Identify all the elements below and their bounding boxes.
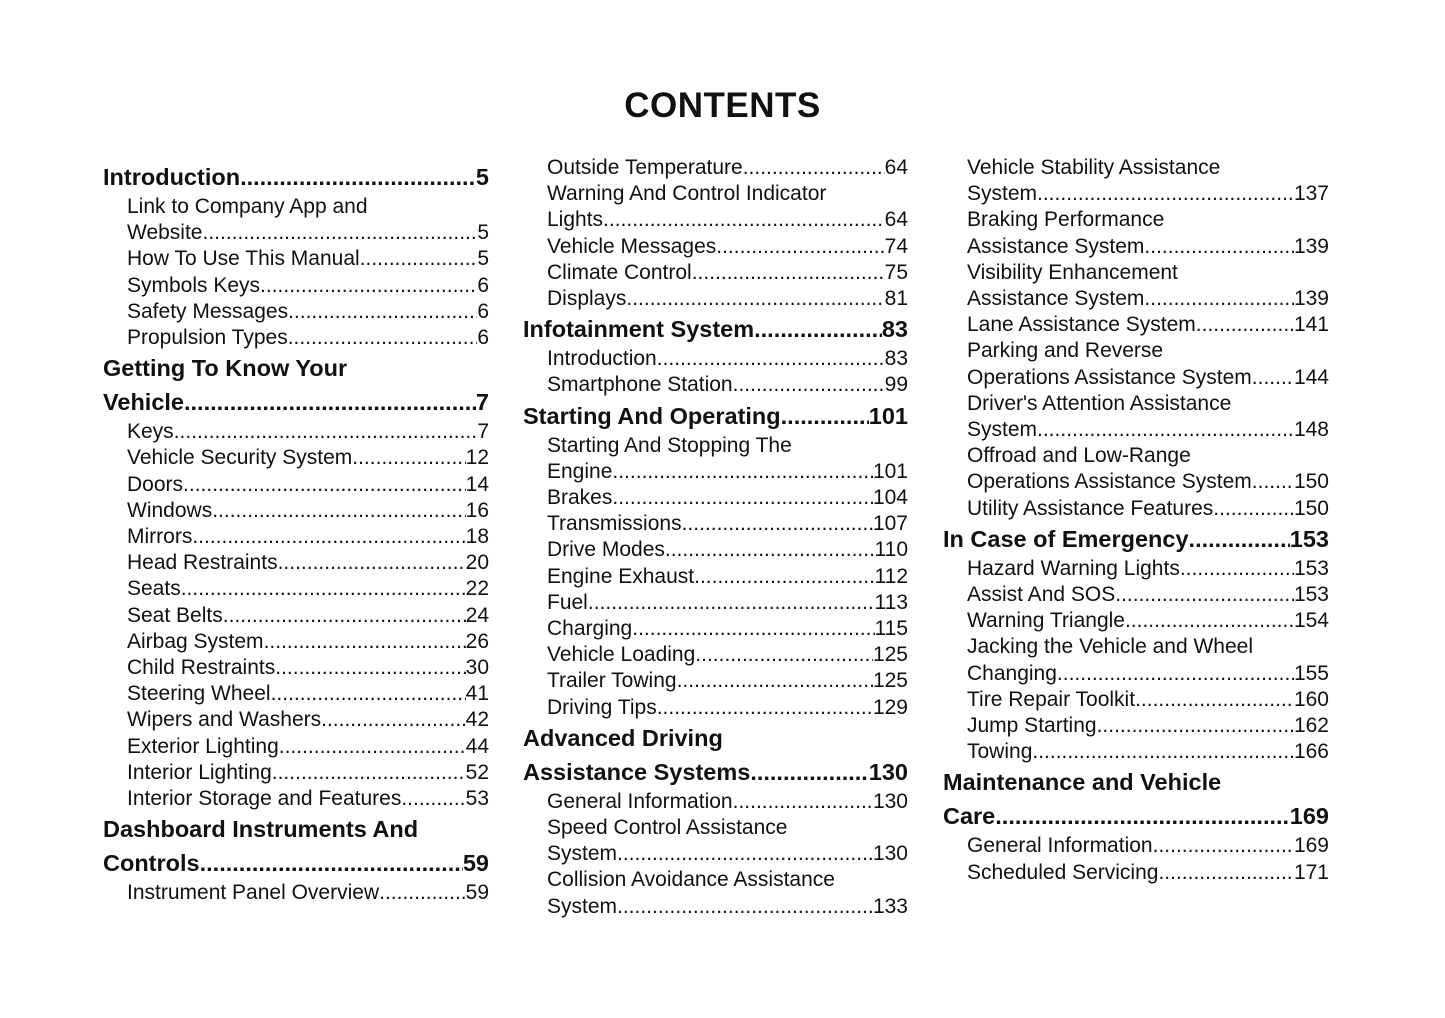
toc-page-number: 130 — [872, 842, 908, 866]
toc-section-entry[interactable] — [523, 616, 908, 642]
toc-entry-label: Seats — [127, 577, 181, 601]
toc-entry-label: Utility Assistance Features — [967, 496, 1214, 520]
dot-leader — [1057, 661, 1294, 687]
toc-section-entry[interactable] — [103, 681, 489, 707]
dot-leader — [1115, 582, 1294, 608]
toc-page-number: 18 — [465, 525, 489, 549]
dot-leader — [1144, 286, 1294, 312]
toc-section-entry[interactable] — [943, 181, 1329, 207]
toc-page-number: 42 — [465, 708, 489, 732]
toc-entry-title-line: Visibility Enhancement — [967, 260, 1178, 284]
dot-leader — [275, 655, 465, 681]
dot-leader — [695, 642, 873, 668]
toc-entry-title-line: Parking and Reverse — [967, 339, 1164, 363]
toc-entry-title-line: Starting And Stopping The — [547, 433, 792, 457]
toc-page-number: 64 — [884, 208, 908, 232]
toc-section-entry[interactable] — [523, 789, 908, 815]
toc-section-entry[interactable] — [523, 459, 908, 485]
toc-page-number: 112 — [874, 564, 908, 588]
toc-page-number: 160 — [1293, 687, 1329, 711]
dot-leader — [682, 511, 873, 537]
toc-section-entry[interactable] — [943, 469, 1329, 495]
toc-section-entry[interactable] — [103, 524, 489, 550]
toc-section-entry[interactable] — [523, 668, 908, 694]
dot-leader — [401, 786, 465, 812]
dot-leader — [733, 372, 885, 398]
dot-leader — [184, 385, 476, 419]
toc-entry-label: Interior Storage and Features — [127, 787, 402, 811]
toc-section-entry[interactable] — [103, 445, 489, 471]
toc-entry-title-line: Vehicle Stability Assistance — [967, 156, 1221, 179]
dot-leader — [657, 695, 873, 721]
toc-section-entry[interactable] — [103, 734, 489, 760]
toc-page-number: 125 — [872, 669, 908, 693]
toc-section-entry[interactable] — [523, 564, 908, 590]
toc-entry-label: Vehicle Security System — [127, 446, 353, 470]
dot-leader — [352, 445, 465, 471]
toc-entry-label: Transmissions — [547, 512, 682, 536]
toc-column-3 — [943, 155, 1329, 886]
toc-section-entry[interactable] — [103, 220, 489, 246]
toc-entry-label: Vehicle Messages — [547, 234, 717, 258]
toc-chapter-entry[interactable] — [523, 399, 908, 433]
toc-page-number: 130 — [868, 758, 908, 785]
dot-leader — [1032, 739, 1294, 765]
toc-section-entry[interactable] — [103, 419, 489, 445]
toc-section-entry[interactable] — [103, 760, 489, 786]
dot-leader — [192, 524, 465, 550]
toc-chapter-entry[interactable] — [943, 799, 1329, 833]
dot-leader — [716, 234, 884, 260]
dot-leader — [612, 459, 873, 485]
dot-leader — [260, 273, 477, 299]
dot-leader — [1037, 417, 1294, 443]
toc-section-entry[interactable] — [943, 739, 1329, 765]
toc-entry-label: Operations Assistance System — [967, 365, 1252, 389]
toc-entry-label: Displays — [547, 287, 627, 311]
toc-page-number: 153 — [1293, 583, 1329, 607]
toc-chapter-entry[interactable] — [523, 312, 908, 346]
dot-leader — [279, 734, 466, 760]
toc-entry-label: Assistance System — [967, 287, 1145, 311]
toc-entry-label: Operations Assistance System — [967, 470, 1252, 494]
toc-entry-label: Care — [943, 803, 996, 830]
toc-page-number: 162 — [1293, 714, 1329, 738]
toc-page-number: 130 — [872, 789, 908, 813]
toc-entry-label: Engine Exhaust — [547, 564, 695, 588]
toc-entry-label: Introduction — [103, 164, 241, 190]
toc-section-entry[interactable] — [943, 496, 1329, 522]
toc-section-entry[interactable] — [103, 299, 489, 325]
toc-page-number: 20 — [465, 551, 489, 575]
dot-leader — [603, 207, 885, 233]
toc-section-entry[interactable] — [523, 155, 908, 181]
toc-section-entry[interactable] — [103, 786, 489, 812]
dot-leader — [200, 846, 463, 880]
toc-page-number: 139 — [1293, 234, 1329, 258]
dot-leader — [288, 325, 478, 351]
dot-leader — [288, 299, 477, 325]
toc-section-entry[interactable] — [943, 608, 1329, 634]
toc-chapter-entry[interactable] — [103, 160, 489, 194]
dot-leader — [1037, 181, 1294, 207]
toc-entry-label: General Information — [967, 834, 1153, 858]
toc-page-number: 155 — [1293, 661, 1329, 685]
dot-leader — [174, 419, 478, 445]
toc-entry-label: Exterior Lighting — [127, 734, 279, 758]
dot-leader — [1097, 713, 1294, 739]
toc-section-entry[interactable] — [943, 286, 1329, 312]
toc-entry-label: Drive Modes — [547, 538, 665, 562]
dot-leader — [212, 498, 465, 524]
dot-leader — [750, 755, 868, 789]
dot-leader — [692, 260, 885, 286]
toc-entry-label: Assistance System — [967, 234, 1145, 258]
toc-page-number: 101 — [868, 402, 908, 429]
dot-leader — [360, 246, 478, 272]
toc-entry-title-line: Warning And Control Indicator — [547, 182, 827, 206]
toc-entry-label: Head Restraints — [127, 551, 278, 575]
toc-page-number: 99 — [884, 373, 908, 397]
toc-entry-label: Hazard Warning Lights — [967, 556, 1180, 580]
toc-entry-label: Airbag System — [127, 629, 264, 653]
toc-entry-label: Towing — [967, 740, 1033, 764]
toc-entry-label: Starting And Operating — [523, 402, 781, 429]
toc-section-entry[interactable] — [523, 234, 908, 260]
toc-page-number: 41 — [465, 682, 489, 706]
toc-entry-label: Driving Tips — [547, 695, 657, 719]
toc-page-number: 139 — [1293, 287, 1329, 311]
toc-section-entry[interactable] — [103, 325, 489, 351]
dot-leader — [754, 312, 882, 346]
toc-entry-label: Website — [127, 221, 203, 245]
toc-entry-label: Assist And SOS — [967, 583, 1116, 607]
toc-entry-label: Outside Temperature — [547, 156, 743, 179]
dot-leader — [612, 485, 873, 511]
toc-entry-label: Trailer Towing — [547, 669, 677, 693]
toc-page-number: 44 — [465, 734, 489, 758]
toc-entry-label: Safety Messages — [127, 299, 289, 323]
toc-entry-label: Seat Belts — [127, 603, 223, 627]
dot-leader — [1213, 496, 1294, 522]
toc-page-number: 104 — [872, 486, 908, 510]
toc-section-entry[interactable] — [523, 642, 908, 668]
toc-page-number: 6 — [477, 299, 489, 323]
toc-page-number: 101 — [872, 459, 908, 483]
toc-page-number: 14 — [465, 472, 489, 496]
toc-entry-label: Changing — [967, 661, 1057, 685]
toc-page-number: 113 — [874, 590, 908, 614]
toc-page-number: 150 — [1293, 470, 1329, 494]
toc-entry-title-line: Speed Control Assistance — [547, 816, 788, 840]
toc-section-entry[interactable] — [523, 894, 908, 920]
toc-page-number: 133 — [872, 894, 908, 918]
toc-page-number: 22 — [465, 577, 489, 601]
toc-section-entry[interactable] — [943, 661, 1329, 687]
toc-chapter-entry[interactable] — [943, 522, 1329, 556]
toc-section-entry[interactable] — [943, 365, 1329, 391]
toc-entry-label: Steering Wheel — [127, 682, 271, 706]
dot-leader — [271, 681, 466, 707]
toc-page-number: 74 — [884, 234, 908, 258]
dot-leader — [665, 537, 875, 563]
toc-section-entry[interactable] — [523, 511, 908, 537]
toc-page-number: 26 — [465, 629, 489, 653]
toc-chapter-title-line: Maintenance and Vehicle — [943, 769, 1222, 796]
dot-leader — [1158, 860, 1294, 886]
toc-entry-label: General Information — [547, 789, 733, 813]
toc-page-number: 171 — [1293, 860, 1329, 884]
dot-leader — [733, 789, 873, 815]
toc-entry-title-line: Driver's Attention Assistance — [967, 391, 1232, 415]
dot-leader — [1252, 469, 1294, 495]
toc-entry-label: In Case of Emergency — [943, 525, 1189, 552]
dot-leader — [278, 550, 466, 576]
toc-entry-label: Lane Assistance System — [967, 313, 1196, 337]
toc-page-number: 107 — [872, 512, 908, 536]
toc-page-number: 125 — [872, 643, 908, 667]
toc-entry-label: Smartphone Station — [547, 373, 733, 397]
dot-leader — [264, 629, 466, 655]
toc-section-entry[interactable] — [103, 472, 489, 498]
toc-section-entry[interactable] — [943, 833, 1329, 859]
dot-leader — [202, 220, 477, 246]
toc-page-number: 169 — [1293, 834, 1329, 858]
dot-leader — [1189, 522, 1290, 556]
toc-section-entry[interactable] — [523, 207, 908, 233]
toc-entry-label: Symbols Keys — [127, 273, 261, 297]
dot-leader — [1153, 833, 1294, 859]
toc-page-number: 24 — [465, 603, 489, 627]
toc-section-entry[interactable] — [523, 346, 908, 372]
toc-entry-label: System — [547, 894, 618, 918]
toc-section-entry[interactable] — [103, 550, 489, 576]
toc-page-number: 64 — [884, 156, 908, 179]
toc-entry-label: Keys — [127, 420, 174, 444]
toc-section-entry[interactable] — [103, 603, 489, 629]
dot-leader — [1135, 687, 1294, 713]
toc-entry-label: Vehicle Loading — [547, 643, 696, 667]
dot-leader — [626, 286, 884, 312]
toc-section-entry[interactable] — [943, 582, 1329, 608]
toc-entry-label: Interior Lighting — [127, 760, 272, 784]
toc-page-number: 5 — [477, 247, 489, 271]
toc-page-number: 110 — [874, 538, 908, 562]
toc-chapter-title-line: Getting To Know Your — [103, 355, 348, 382]
toc-section-entry[interactable] — [523, 485, 908, 511]
toc-page-number: 16 — [465, 498, 489, 522]
dot-leader — [632, 616, 874, 642]
toc-page-number: 169 — [1289, 803, 1329, 830]
toc-entry-label: Charging — [547, 617, 633, 641]
toc-page-number: 30 — [465, 656, 489, 680]
toc-entry-label: Propulsion Types — [127, 326, 288, 350]
toc-entry-label: Instrument Panel Overview — [127, 881, 380, 905]
dot-leader — [183, 472, 466, 498]
toc-entry-label: Child Restraints — [127, 656, 276, 680]
toc-page-number: 5 — [475, 164, 489, 190]
dot-leader — [1144, 234, 1294, 260]
dot-leader — [223, 603, 466, 629]
toc-page-number: 153 — [1289, 525, 1329, 552]
toc-entry-label: Vehicle — [103, 389, 184, 416]
toc-page-number: 137 — [1293, 182, 1329, 206]
toc-page-number: 81 — [884, 287, 908, 311]
toc-section-entry[interactable] — [103, 576, 489, 602]
toc-page-number: 150 — [1293, 496, 1329, 520]
toc-entry-label: Tire Repair Toolkit — [967, 687, 1136, 711]
toc-section-entry[interactable] — [103, 880, 489, 906]
toc-section-entry[interactable] — [523, 590, 908, 616]
toc-section-entry[interactable] — [103, 273, 489, 299]
dot-leader — [272, 760, 466, 786]
toc-section-entry[interactable] — [523, 260, 908, 286]
dot-leader — [181, 576, 466, 602]
toc-section-entry[interactable] — [943, 556, 1329, 582]
toc-section-entry[interactable] — [523, 537, 908, 563]
toc-entry-label: Engine — [547, 459, 613, 483]
toc-page-number: 53 — [465, 787, 489, 811]
toc-entry-label: Windows — [127, 498, 213, 522]
toc-entry-label: Assistance Systems — [523, 758, 751, 785]
toc-entry-label: System — [967, 418, 1038, 442]
toc-page-number: 148 — [1293, 418, 1329, 442]
toc-section-entry[interactable] — [523, 286, 908, 312]
toc-page-number: 5 — [477, 221, 489, 245]
toc-section-entry[interactable] — [103, 629, 489, 655]
toc-page-number: 7 — [477, 420, 489, 444]
toc-section-entry[interactable] — [523, 372, 908, 398]
dot-leader — [379, 880, 466, 906]
toc-page-number: 153 — [1293, 556, 1329, 580]
toc-page-number: 83 — [884, 347, 908, 371]
toc-entry-label: Climate Control — [547, 260, 692, 284]
toc-page-number: 141 — [1293, 313, 1329, 337]
toc-section-entry[interactable] — [943, 312, 1329, 338]
dot-leader — [1180, 556, 1294, 582]
toc-page-number: 129 — [872, 695, 908, 719]
dot-leader — [781, 399, 869, 433]
toc-page-number: 6 — [477, 326, 489, 350]
toc-page-number: 7 — [475, 389, 489, 416]
dot-leader — [743, 155, 885, 181]
toc-section-entry[interactable] — [103, 498, 489, 524]
toc-page-number: 83 — [881, 316, 908, 343]
toc-entry-title-line: Collision Avoidance Assistance — [547, 868, 835, 892]
dot-leader — [677, 668, 873, 694]
toc-chapter-entry[interactable] — [523, 755, 908, 789]
toc-page-number: 12 — [465, 446, 489, 470]
toc-section-entry[interactable] — [103, 655, 489, 681]
dot-leader — [617, 894, 873, 920]
toc-entry-label: Fuel — [547, 590, 588, 614]
toc-section-entry[interactable] — [943, 860, 1329, 886]
dot-leader — [588, 590, 875, 616]
toc-entry-label: Infotainment System — [523, 316, 755, 343]
toc-page-number: 166 — [1293, 740, 1329, 764]
toc-entry-label: Wipers and Washers — [127, 708, 322, 732]
toc-page-number: 6 — [477, 273, 489, 297]
toc-entry-label: Lights — [547, 208, 604, 232]
toc-page-number: 59 — [462, 850, 489, 877]
toc-page-number: 75 — [884, 260, 908, 284]
toc-section-entry[interactable] — [103, 246, 489, 272]
toc-page-number: 144 — [1293, 365, 1329, 389]
dot-leader — [240, 160, 476, 194]
toc-entry-title-line: Offroad and Low-Range — [967, 444, 1191, 468]
dot-leader — [617, 841, 873, 867]
toc-page-number: 115 — [874, 617, 908, 641]
toc-entry-label: System — [547, 842, 618, 866]
toc-section-entry[interactable] — [103, 707, 489, 733]
toc-column-2 — [523, 155, 908, 920]
dot-leader — [995, 799, 1290, 833]
toc-entry-label: Scheduled Servicing — [967, 860, 1159, 884]
toc-chapter-entry[interactable] — [103, 385, 489, 419]
toc-section-entry[interactable] — [943, 234, 1329, 260]
toc-chapter-title-line: Advanced Driving — [523, 724, 723, 751]
toc-entry-label: Controls — [103, 850, 200, 877]
toc-entry-label: System — [967, 182, 1038, 206]
toc-chapter-title-line: Dashboard Instruments And — [103, 816, 419, 843]
toc-entry-label: How To Use This Manual — [127, 247, 360, 271]
toc-section-entry[interactable] — [943, 417, 1329, 443]
page-title: CONTENTS — [624, 86, 821, 125]
toc-section-entry[interactable] — [943, 713, 1329, 739]
toc-page-number: 52 — [465, 760, 489, 784]
toc-column-1 — [103, 160, 489, 906]
toc-entry-title-line: Braking Performance — [967, 208, 1165, 232]
toc-entry-label: Mirrors — [127, 525, 193, 549]
toc-page-number: 154 — [1293, 609, 1329, 633]
toc-entry-label: Brakes — [547, 486, 613, 510]
dot-leader — [1196, 312, 1294, 338]
dot-leader — [1125, 608, 1294, 634]
dot-leader — [321, 707, 466, 733]
toc-entry-title-line: Jacking the Vehicle and Wheel — [967, 635, 1254, 659]
toc-page-number: 59 — [465, 881, 489, 905]
toc-entry-label: Warning Triangle — [967, 609, 1125, 633]
toc-entry-title-line: Link to Company App and — [127, 195, 368, 218]
toc-entry-label: Doors — [127, 472, 184, 496]
dot-leader — [657, 346, 885, 372]
dot-leader — [694, 564, 874, 590]
toc-section-entry[interactable] — [943, 687, 1329, 713]
dot-leader — [1252, 365, 1294, 391]
toc-chapter-entry[interactable] — [103, 846, 489, 880]
toc-entry-label: Jump Starting — [967, 714, 1097, 738]
toc-section-entry[interactable] — [523, 695, 908, 721]
toc-entry-label: Introduction — [547, 347, 657, 371]
toc-section-entry[interactable] — [523, 841, 908, 867]
